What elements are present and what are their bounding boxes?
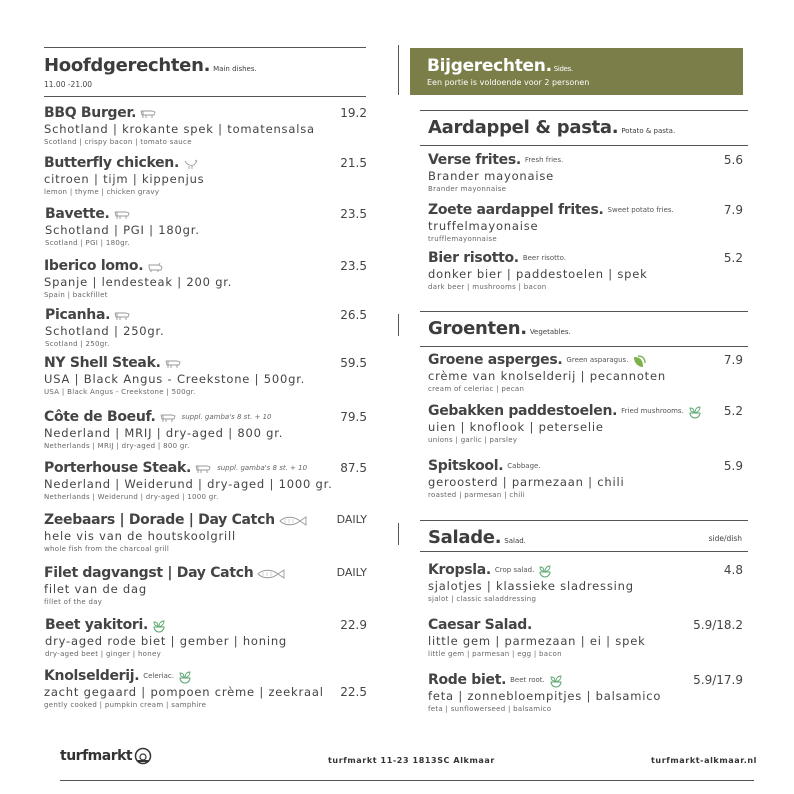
divider (420, 551, 748, 552)
divider (44, 47, 366, 48)
item-description-en: dry-aged beet | ginger | honey (45, 650, 162, 658)
item-description-en: Brander mayonnaise (428, 185, 507, 193)
fish-icon (257, 569, 285, 579)
item-title (428, 458, 624, 475)
item-description-en: fillet of the day (44, 598, 103, 606)
item-title (45, 617, 287, 634)
divider (420, 145, 748, 146)
chicken-icon (183, 159, 199, 169)
item-title (428, 617, 646, 634)
item-description: truffelmayonaise (428, 219, 539, 233)
item-name: Porterhouse Steak. (44, 460, 192, 476)
menu-item (428, 617, 646, 660)
opening-hours: 11.00 -21.00 (44, 80, 93, 89)
item-name: Bier risotto. (428, 250, 519, 266)
footer-divider (60, 780, 754, 781)
divider (398, 523, 399, 545)
logo-text: turfmarkt (60, 748, 133, 764)
main-section-title (44, 55, 257, 76)
item-price: 5.2 (723, 251, 743, 265)
item-description: Nederland | Weiderund | dry-aged | 1000 gr. (44, 477, 333, 491)
item-description-en: feta | sunflowerseed | balsamico (428, 705, 552, 713)
item-price: 87.5 (340, 461, 367, 475)
item-description-en: sjalot | classic saladdressing (428, 595, 537, 603)
vegan-icon (538, 564, 552, 578)
item-description: feta | zonnebloempitjes | balsamico (428, 689, 662, 703)
leaf-icon (632, 354, 646, 368)
item-description-en: Netherlands | MRIJ | dry-aged | 800 gr. (44, 442, 190, 450)
item-description-en: whole fish from the charcoal grill (44, 545, 170, 553)
item-name: NY Shell Steak. (44, 355, 161, 371)
item-title (44, 668, 324, 685)
sides-title: Bijgerechten. (427, 56, 552, 76)
item-title (44, 409, 283, 426)
menu-item (428, 672, 661, 715)
item-name: Iberico lomo. (44, 258, 144, 274)
item-description: Schotland | PGI | 180gr. (45, 223, 200, 237)
item-name: Picanha. (45, 307, 111, 323)
item-price: 5.2 (723, 404, 743, 418)
item-name-en: Sweet potato fries. (607, 206, 674, 214)
item-description-en: Spain | backfillet (44, 291, 108, 299)
item-title (44, 155, 204, 172)
item-price: 59.5 (340, 356, 367, 370)
item-description: citroen | tijm | kippenjus (44, 172, 205, 186)
cow-icon (160, 413, 176, 423)
menu-item (44, 105, 315, 148)
item-description-en: Netherlands | Weiderund | dry-aged | 1000 gr. (44, 493, 219, 501)
item-name: Kropsla. (428, 562, 491, 578)
item-price: 4.8 (723, 563, 743, 577)
item-price: 79.5 (340, 410, 367, 424)
item-name: Zoete aardappel frites. (428, 202, 604, 218)
item-title (44, 512, 307, 529)
item-name: Filet dagvangst | Day Catch (44, 565, 254, 581)
cow-icon (195, 464, 211, 474)
menu-item (44, 460, 333, 503)
item-name: Rode biet. (428, 672, 507, 688)
sides-note: Een portie is voldoende voor 2 personen (427, 78, 590, 87)
item-description: little gem | parmezaan | ei | spek (428, 634, 646, 648)
item-price: 22.5 (340, 685, 367, 699)
cow-icon (114, 311, 130, 321)
section-name: Aardappel & pasta. (428, 117, 619, 138)
item-price: 7.9 (723, 353, 743, 367)
item-name: Verse frites. (428, 152, 521, 168)
item-price: DAILY (336, 513, 367, 526)
divider (420, 311, 748, 312)
item-price: 19.2 (340, 106, 367, 120)
item-description-en: Scotland | crispy bacon | tomato sauce (44, 138, 192, 146)
restaurant-logo (60, 747, 152, 765)
menu-item (428, 562, 634, 605)
item-name: Butterfly chicken. (44, 155, 179, 171)
item-name-en: Green asparagus. (566, 356, 629, 364)
divider (420, 110, 748, 111)
menu-item (45, 307, 164, 350)
item-name-en: Fried mushrooms. (621, 407, 684, 415)
item-description: Brander mayonaise (428, 169, 554, 183)
item-description-en: roasted | parmesan | chili (428, 491, 525, 499)
item-description-en: dark beer | mushrooms | bacon (428, 283, 547, 291)
item-name: Caesar Salad. (428, 617, 532, 633)
item-price: 5.6 (723, 153, 743, 167)
item-name: Zeebaars | Dorade | Day Catch (44, 512, 275, 528)
vegan-icon (549, 674, 563, 688)
item-name: Côte de Boeuf. (44, 409, 156, 425)
menu-item (44, 668, 324, 711)
divider (44, 96, 366, 97)
item-description-en: cream of celeriac | pecan (428, 385, 525, 393)
pig-icon (147, 262, 163, 272)
menu-item (428, 403, 702, 446)
section-name: Salade. (428, 527, 502, 548)
menu-item (44, 565, 285, 608)
logo-emblem-icon (134, 747, 152, 765)
item-name-en: Cabbage. (507, 462, 541, 470)
portion-size-note: side/dish (708, 534, 742, 543)
item-price: DAILY (336, 566, 367, 579)
item-description-en: little gem | parmesan | egg | bacon (428, 650, 562, 658)
vegan-icon (688, 405, 702, 419)
item-description-en: Scotland | 250gr. (45, 340, 110, 348)
item-description-en: gently cooked | pumpkin cream | samphire (44, 701, 207, 709)
sides-banner (410, 48, 743, 95)
item-description: donker bier | paddestoelen | spek (428, 267, 648, 281)
item-description: zacht gegaard | pompoen crème | zeekraal (44, 685, 324, 699)
item-description: geroosterd | parmezaan | chili (428, 475, 625, 489)
item-name-en: Fresh fries. (524, 156, 564, 164)
cow-icon (140, 109, 156, 119)
footer-website[interactable]: turfmarkt-alkmaar.nl (651, 756, 757, 765)
item-price: 21.5 (340, 156, 367, 170)
cow-icon (165, 359, 181, 369)
divider (420, 346, 748, 347)
item-description: uien | knoflook | peterselie (428, 420, 604, 434)
item-name: Bavette. (45, 206, 110, 222)
item-name: Groene asperges. (428, 352, 563, 368)
item-description-en: Scotland | PGI | 180gr. (45, 239, 130, 247)
divider (398, 45, 399, 95)
item-name: Knolselderij. (44, 668, 140, 684)
vegan-icon (178, 670, 192, 684)
item-description: Schotland | krokante spek | tomatensalsa (44, 122, 315, 136)
menu-item (44, 258, 232, 301)
item-title (44, 258, 232, 275)
supplement-note: suppl. gamba's 8 st. + 10 (217, 464, 308, 472)
item-title (44, 565, 285, 582)
menu-item (44, 409, 283, 452)
menu-item (44, 155, 204, 198)
item-description: sjalotjes | klassieke sladressing (428, 579, 634, 593)
section-title (428, 117, 675, 138)
item-price: 23.5 (340, 207, 367, 221)
item-description: crème van knolselderij | pecannoten (428, 369, 666, 383)
main-title: Hoofdgerechten. (44, 55, 211, 76)
main-title-en: Main dishes. (213, 65, 257, 73)
item-name: Gebakken paddestoelen. (428, 403, 618, 419)
menu-item (428, 352, 666, 395)
item-description: Spanje | lendesteak | 200 gr. (44, 275, 233, 289)
item-description-en: lemon | thyme | chicken gravy (44, 188, 160, 196)
item-name: Spitskool. (428, 458, 504, 474)
item-description: Schotland | 250gr. (45, 324, 165, 338)
item-title (44, 355, 305, 372)
item-price: 23.5 (340, 259, 367, 273)
item-title (45, 206, 200, 223)
sides-title-en: Sides. (553, 65, 573, 73)
section-name-en: Salad. (504, 537, 526, 545)
item-description: filet van de dag (44, 582, 147, 596)
menu-item (428, 458, 624, 501)
item-name: Beet yakitori. (45, 617, 149, 633)
item-price: 5.9/17.9 (693, 673, 743, 687)
menu-item (44, 512, 307, 555)
section-title (428, 318, 571, 339)
item-description-en: USA | Black Angus - Creekstone | 500gr. (44, 388, 196, 396)
section-name-en: Potato & pasta. (621, 127, 676, 135)
cow-icon (114, 210, 130, 220)
section-name: Groenten. (428, 318, 527, 339)
item-price: 5.9 (723, 459, 743, 473)
menu-item (45, 206, 200, 249)
menu-item (44, 355, 305, 398)
item-description-en: unions | garlic | parsley (428, 436, 518, 444)
item-price: 5.9/18.2 (693, 618, 743, 632)
item-title (44, 105, 315, 122)
item-name-en: Beer risotto. (522, 254, 566, 262)
item-price: 26.5 (340, 308, 367, 322)
item-name-en: Crop salad. (494, 566, 535, 574)
item-title (44, 460, 333, 477)
menu-item (428, 250, 648, 293)
item-description: Nederland | MRIJ | dry-aged | 800 gr. (44, 426, 284, 440)
item-name: BBQ Burger. (44, 105, 137, 121)
item-name-en: Beet root. (510, 676, 545, 684)
item-title (428, 152, 563, 169)
item-title (428, 403, 702, 420)
section-name-en: Vegetables. (529, 328, 571, 336)
footer-address: turfmarkt 11-23 1813SC Alkmaar (328, 756, 495, 765)
item-description: USA | Black Angus - Creekstone | 500gr. (44, 372, 306, 386)
menu-item (428, 152, 563, 195)
item-name-en: Celeriac. (143, 672, 174, 680)
item-title (428, 562, 634, 579)
item-title (428, 352, 666, 369)
supplement-note: suppl. gamba's 8 st. + 10 (181, 413, 272, 421)
menu-item (45, 617, 287, 660)
item-title (45, 307, 164, 324)
item-description: dry-aged rode biet | gember | honing (45, 634, 288, 648)
fish-icon (279, 516, 307, 526)
section-title (428, 527, 526, 548)
vegan-icon (152, 619, 166, 633)
item-title (428, 672, 661, 689)
item-price: 7.9 (723, 203, 743, 217)
item-price: 22.9 (340, 618, 367, 632)
item-description-en: trufflemayonnaise (428, 235, 497, 243)
divider (420, 520, 748, 521)
item-title (428, 250, 648, 267)
divider (398, 314, 399, 336)
menu-item (428, 202, 674, 245)
item-description: hele vis van de houtskoolgrill (44, 529, 237, 543)
item-title (428, 202, 674, 219)
